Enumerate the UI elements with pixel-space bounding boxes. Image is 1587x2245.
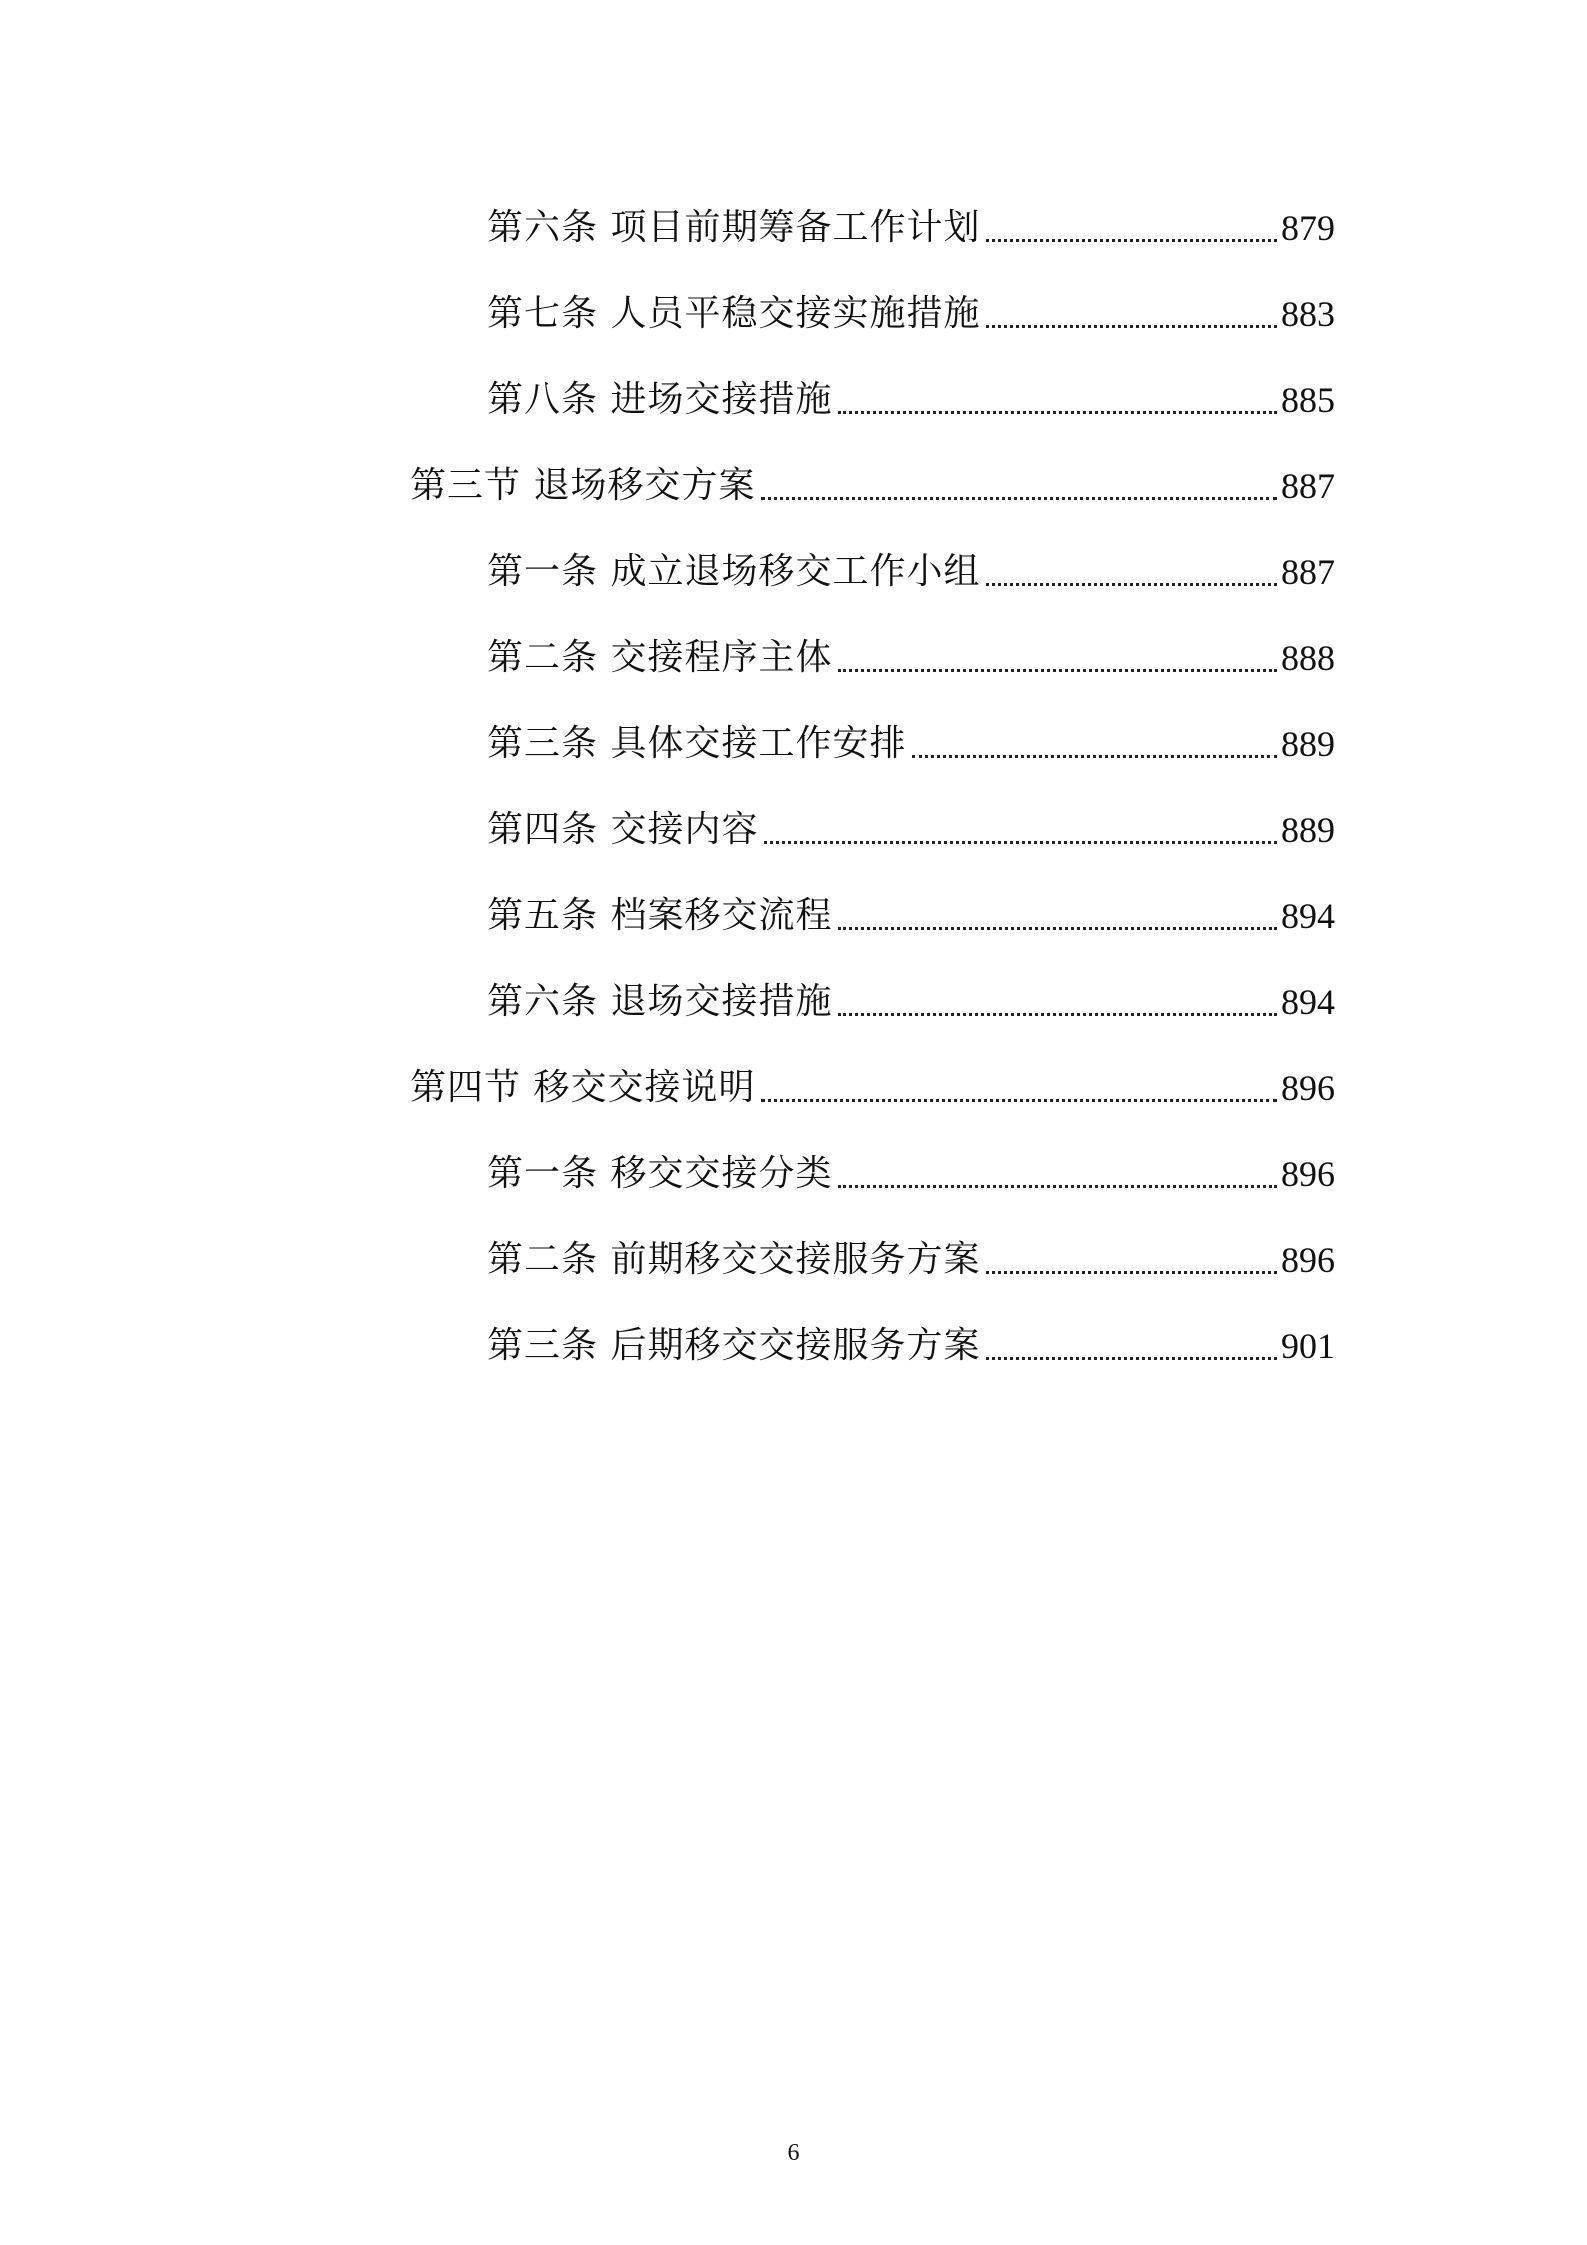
- toc-entry[interactable]: [487, 800, 1335, 860]
- toc-entry-page: 896: [1281, 1154, 1335, 1194]
- toc-dot-leader: [838, 926, 1277, 930]
- toc-dot-leader: [986, 324, 1277, 328]
- toc-entry-title: 第三节 退场移交方案: [410, 465, 756, 506]
- toc-entry-page: 889: [1281, 724, 1335, 764]
- toc-entry-page: 887: [1281, 552, 1335, 592]
- toc-entry-page: 896: [1281, 1240, 1335, 1280]
- toc-entry-title: 第四条 交接内容: [487, 809, 759, 850]
- toc-entry-title: 第五条 档案移交流程: [487, 895, 833, 936]
- toc-section-entry[interactable]: [410, 1058, 1335, 1118]
- toc-entry-title: 第七条 人员平稳交接实施措施: [487, 293, 981, 334]
- toc-entry[interactable]: [487, 198, 1335, 258]
- toc-entry-page: 894: [1281, 982, 1335, 1022]
- toc-entry-page: 896: [1281, 1068, 1335, 1108]
- page-number: 6: [787, 2140, 800, 2166]
- toc-entry[interactable]: [487, 542, 1335, 602]
- toc-entry-page: 879: [1281, 208, 1335, 248]
- toc-dot-leader: [838, 668, 1277, 672]
- toc-entry-title: 第一条 成立退场移交工作小组: [487, 551, 981, 592]
- toc-entry[interactable]: [487, 1230, 1335, 1290]
- toc-entry-title: 第六条 退场交接措施: [487, 981, 833, 1022]
- toc-dot-leader: [912, 754, 1277, 758]
- toc-dot-leader: [838, 1184, 1277, 1188]
- toc-entry[interactable]: [487, 628, 1335, 688]
- toc-entry-page: 889: [1281, 810, 1335, 850]
- toc-entry-page: 885: [1281, 380, 1335, 420]
- toc-entry[interactable]: [487, 714, 1335, 774]
- toc-entry-page: 888: [1281, 638, 1335, 678]
- toc-entry-title: 第三条 后期移交交接服务方案: [487, 1325, 981, 1366]
- toc-dot-leader: [764, 840, 1277, 844]
- toc-section-entry[interactable]: [410, 456, 1335, 516]
- toc-entry[interactable]: [487, 370, 1335, 430]
- toc-entry-title: 第二条 前期移交交接服务方案: [487, 1239, 981, 1280]
- toc-entry-title: 第一条 移交交接分类: [487, 1153, 833, 1194]
- toc-entry[interactable]: [487, 284, 1335, 344]
- toc-entry[interactable]: [487, 972, 1335, 1032]
- toc-dot-leader: [761, 496, 1277, 500]
- toc-entry-page: 883: [1281, 294, 1335, 334]
- toc-entry-title: 第二条 交接程序主体: [487, 637, 833, 678]
- toc-entry-title: 第八条 进场交接措施: [487, 379, 833, 420]
- toc-entry-page: 894: [1281, 896, 1335, 936]
- toc-dot-leader: [986, 238, 1277, 242]
- toc-entry[interactable]: [487, 1144, 1335, 1204]
- toc-entry-page: 887: [1281, 466, 1335, 506]
- toc-dot-leader: [838, 410, 1277, 414]
- toc-dot-leader: [986, 1356, 1277, 1360]
- toc-entry-page: 901: [1281, 1326, 1335, 1366]
- toc-entry-title: 第六条 项目前期筹备工作计划: [487, 207, 981, 248]
- toc-entry[interactable]: [487, 886, 1335, 946]
- toc-dot-leader: [838, 1012, 1277, 1016]
- toc-dot-leader: [986, 1270, 1277, 1274]
- toc-dot-leader: [986, 582, 1277, 586]
- toc-entry-title: 第四节 移交交接说明: [410, 1067, 756, 1108]
- toc-entry-title: 第三条 具体交接工作安排: [487, 723, 907, 764]
- toc-entry[interactable]: [487, 1316, 1335, 1376]
- toc-dot-leader: [761, 1098, 1277, 1102]
